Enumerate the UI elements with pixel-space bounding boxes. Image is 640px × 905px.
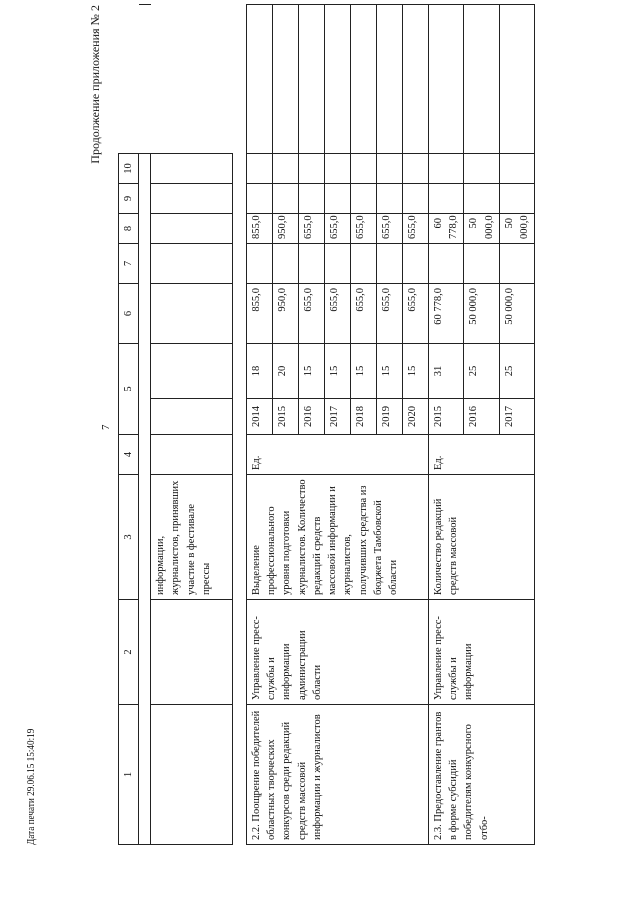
column-header: 3	[119, 475, 139, 600]
empty-cell	[273, 154, 299, 184]
amount-cell: 655,0	[403, 284, 429, 344]
column-number-row	[119, 5, 139, 845]
table-row	[247, 5, 273, 845]
empty-cell	[299, 5, 325, 154]
unit-cell: Ед.	[429, 435, 535, 475]
empty-cell	[377, 5, 403, 154]
empty-cell	[377, 244, 403, 284]
empty-cell	[464, 154, 499, 184]
empty-cell	[299, 184, 325, 214]
amount-cell: 655,0	[403, 214, 429, 244]
empty-cell	[403, 184, 429, 214]
responsible-org: Управление пресс-службы и информации	[429, 600, 535, 705]
year-cell: 2015	[429, 399, 464, 435]
indicator-text: Выделение профессионального уровня подготовки журналистов. Количество редакций средств массовой информации и журналистов, получивших средства из бюджета Тамбовской области	[247, 475, 429, 600]
empty-cell	[429, 154, 464, 184]
empty-cell	[351, 244, 377, 284]
year-cell: 2016	[464, 399, 499, 435]
value-cell: 25	[499, 344, 534, 399]
amount-cell: 655,0	[325, 214, 351, 244]
empty-cell	[377, 184, 403, 214]
indicator-text: Количество редакций средств массовой	[429, 475, 535, 600]
year-cell: 2016	[299, 399, 325, 435]
empty-cell	[325, 5, 351, 154]
amount-cell: 950,0	[273, 214, 299, 244]
empty-cell	[403, 244, 429, 284]
empty-cell	[247, 244, 273, 284]
print-date: Дата печати 29.06.15 15:40:19	[26, 728, 37, 845]
value-cell: 20	[273, 344, 299, 399]
empty-cell	[325, 244, 351, 284]
column-header: 2	[119, 600, 139, 705]
column-header: 1	[119, 705, 139, 845]
program-table-rows	[246, 4, 535, 845]
table-row	[429, 5, 464, 845]
amount-cell: 655,0	[351, 284, 377, 344]
empty-cell	[464, 5, 499, 154]
empty-cell	[325, 184, 351, 214]
empty-cell	[351, 154, 377, 184]
measure-name: 2.3. Предоставление грантов в форме субсидий победителям конкурсного отбо-	[429, 705, 535, 845]
column-header: 9	[119, 184, 139, 214]
responsible-org: Управление пресс-службы и информации администрации области	[247, 600, 429, 705]
value-cell: 15	[403, 344, 429, 399]
empty-cell	[429, 244, 464, 284]
column-header: 10	[119, 154, 139, 184]
appendix-continuation-note: Продолжение приложения № 2	[88, 5, 102, 164]
amount-cell: 855,0	[247, 284, 273, 344]
value-cell: 31	[429, 344, 464, 399]
amount-cell: 50 000,0	[464, 214, 499, 244]
amount-cell: 60 778,0	[429, 214, 464, 244]
empty-cell	[273, 244, 299, 284]
year-cell: 2014	[247, 399, 273, 435]
empty-cell	[429, 5, 464, 154]
empty-cell	[351, 5, 377, 154]
indicator-text: информации, журналистов, принявших участие в фестивале прессы	[151, 475, 233, 600]
amount-cell: 950,0	[273, 284, 299, 344]
amount-cell: 50 000,0	[464, 284, 499, 344]
empty-cell	[499, 184, 534, 214]
year-cell: 2017	[325, 399, 351, 435]
value-cell: 15	[299, 344, 325, 399]
measure-name: 2.2. Поощрение победителей областных творческих конкурсов среди редакций средств массовой информации и журналистов	[247, 705, 429, 845]
amount-cell: 655,0	[299, 214, 325, 244]
amount-cell: 655,0	[299, 284, 325, 344]
amount-cell: 60 778,0	[429, 284, 464, 344]
empty-cell	[464, 184, 499, 214]
page-number: 7	[100, 424, 112, 430]
amount-cell: 655,0	[351, 214, 377, 244]
column-header: 8	[119, 214, 139, 244]
rotated-page	[26, 5, 640, 845]
unit-cell: Ед.	[247, 435, 429, 475]
empty-cell	[351, 184, 377, 214]
table-row	[151, 5, 233, 845]
empty-cell	[464, 244, 499, 284]
amount-cell: 655,0	[377, 214, 403, 244]
year-cell: 2015	[273, 399, 299, 435]
column-header: 5	[119, 344, 139, 435]
empty-cell	[325, 154, 351, 184]
amount-cell: 855,0	[247, 214, 273, 244]
value-cell: 15	[351, 344, 377, 399]
value-cell: 15	[377, 344, 403, 399]
empty-cell	[403, 154, 429, 184]
amount-cell: 50 000,0	[499, 214, 534, 244]
empty-cell	[273, 184, 299, 214]
amount-cell: 655,0	[325, 284, 351, 344]
value-cell: 18	[247, 344, 273, 399]
column-header: 7	[119, 244, 139, 284]
empty-cell	[273, 5, 299, 154]
column-header: 4	[119, 435, 139, 475]
empty-cell	[247, 154, 273, 184]
empty-cell	[499, 5, 534, 154]
empty-cell	[377, 154, 403, 184]
empty-cell	[247, 5, 273, 154]
value-cell: 15	[325, 344, 351, 399]
amount-cell: 655,0	[377, 284, 403, 344]
column-header: 6	[119, 284, 139, 344]
value-cell: 25	[464, 344, 499, 399]
year-cell: 2017	[499, 399, 534, 435]
program-table	[118, 4, 233, 845]
year-cell: 2018	[351, 399, 377, 435]
empty-cell	[247, 184, 273, 214]
year-cell: 2019	[377, 399, 403, 435]
empty-cell	[499, 244, 534, 284]
empty-cell	[403, 5, 429, 154]
amount-cell: 50 000,0	[499, 284, 534, 344]
empty-cell	[299, 154, 325, 184]
empty-cell	[499, 154, 534, 184]
empty-cell	[299, 244, 325, 284]
empty-cell	[429, 184, 464, 214]
year-cell: 2020	[403, 399, 429, 435]
